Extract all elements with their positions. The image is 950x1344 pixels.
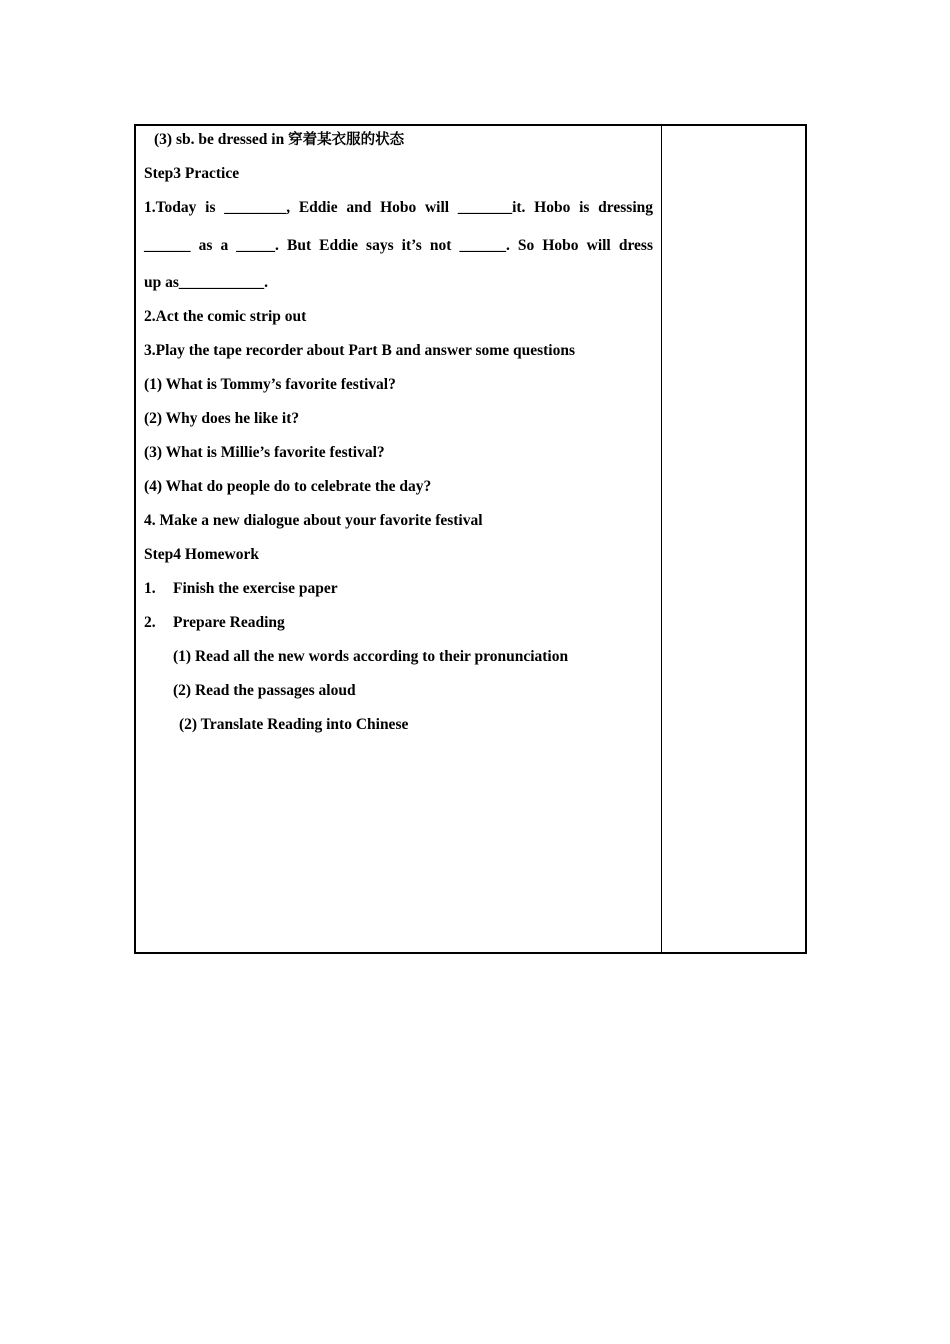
homework-number-1: 1. <box>144 580 156 597</box>
lesson-table <box>134 124 807 954</box>
homework-text-1: Finish the exercise paper <box>173 580 338 597</box>
practice3-item: 3.Play the tape recorder about Part B and answer some questions <box>144 342 575 359</box>
homework-item-2 <box>144 613 285 633</box>
step3-heading: Step3 Practice <box>144 165 240 182</box>
question-1: (1) What is Tommy’s favorite festival? <box>144 376 396 393</box>
step4-heading: Step4 Homework <box>144 546 259 563</box>
content-cell <box>144 126 653 952</box>
notes-cell <box>663 126 805 952</box>
homework-number-2: 2. <box>144 614 156 631</box>
homework-item-1 <box>144 579 338 599</box>
question-3: (3) What is Millie’s favorite festival? <box>144 444 385 461</box>
practice1-line1: 1.Today is ________, Eddie and Hobo will _______it. Hobo is dressing <box>144 199 653 216</box>
homework-text-2: Prepare Reading <box>173 614 285 631</box>
dressed-in-translation: 穿着某衣服的状态 <box>288 132 405 148</box>
homework-sub-3: (2) Translate Reading into Chinese <box>179 716 409 733</box>
dressed-in-phrase: (3) sb. be dressed in <box>154 131 289 148</box>
homework-sub-1: (1) Read all the new words according to their pronunciation <box>173 648 569 665</box>
column-divider <box>661 126 662 952</box>
homework-sub-2: (2) Read the passages aloud <box>173 682 356 699</box>
practice1-line2: ______ as a _____. But Eddie says it’s not ______. So Hobo will dress <box>144 237 653 254</box>
practice4-item: 4. Make a new dialogue about your favorite festival <box>144 512 483 529</box>
practice1-line3: up as___________. <box>144 274 269 291</box>
question-4: (4) What do people do to celebrate the day? <box>144 478 432 495</box>
question-2: (2) Why does he like it? <box>144 410 300 427</box>
dressed-in-item <box>154 130 404 150</box>
practice2-item: 2.Act the comic strip out <box>144 308 307 325</box>
